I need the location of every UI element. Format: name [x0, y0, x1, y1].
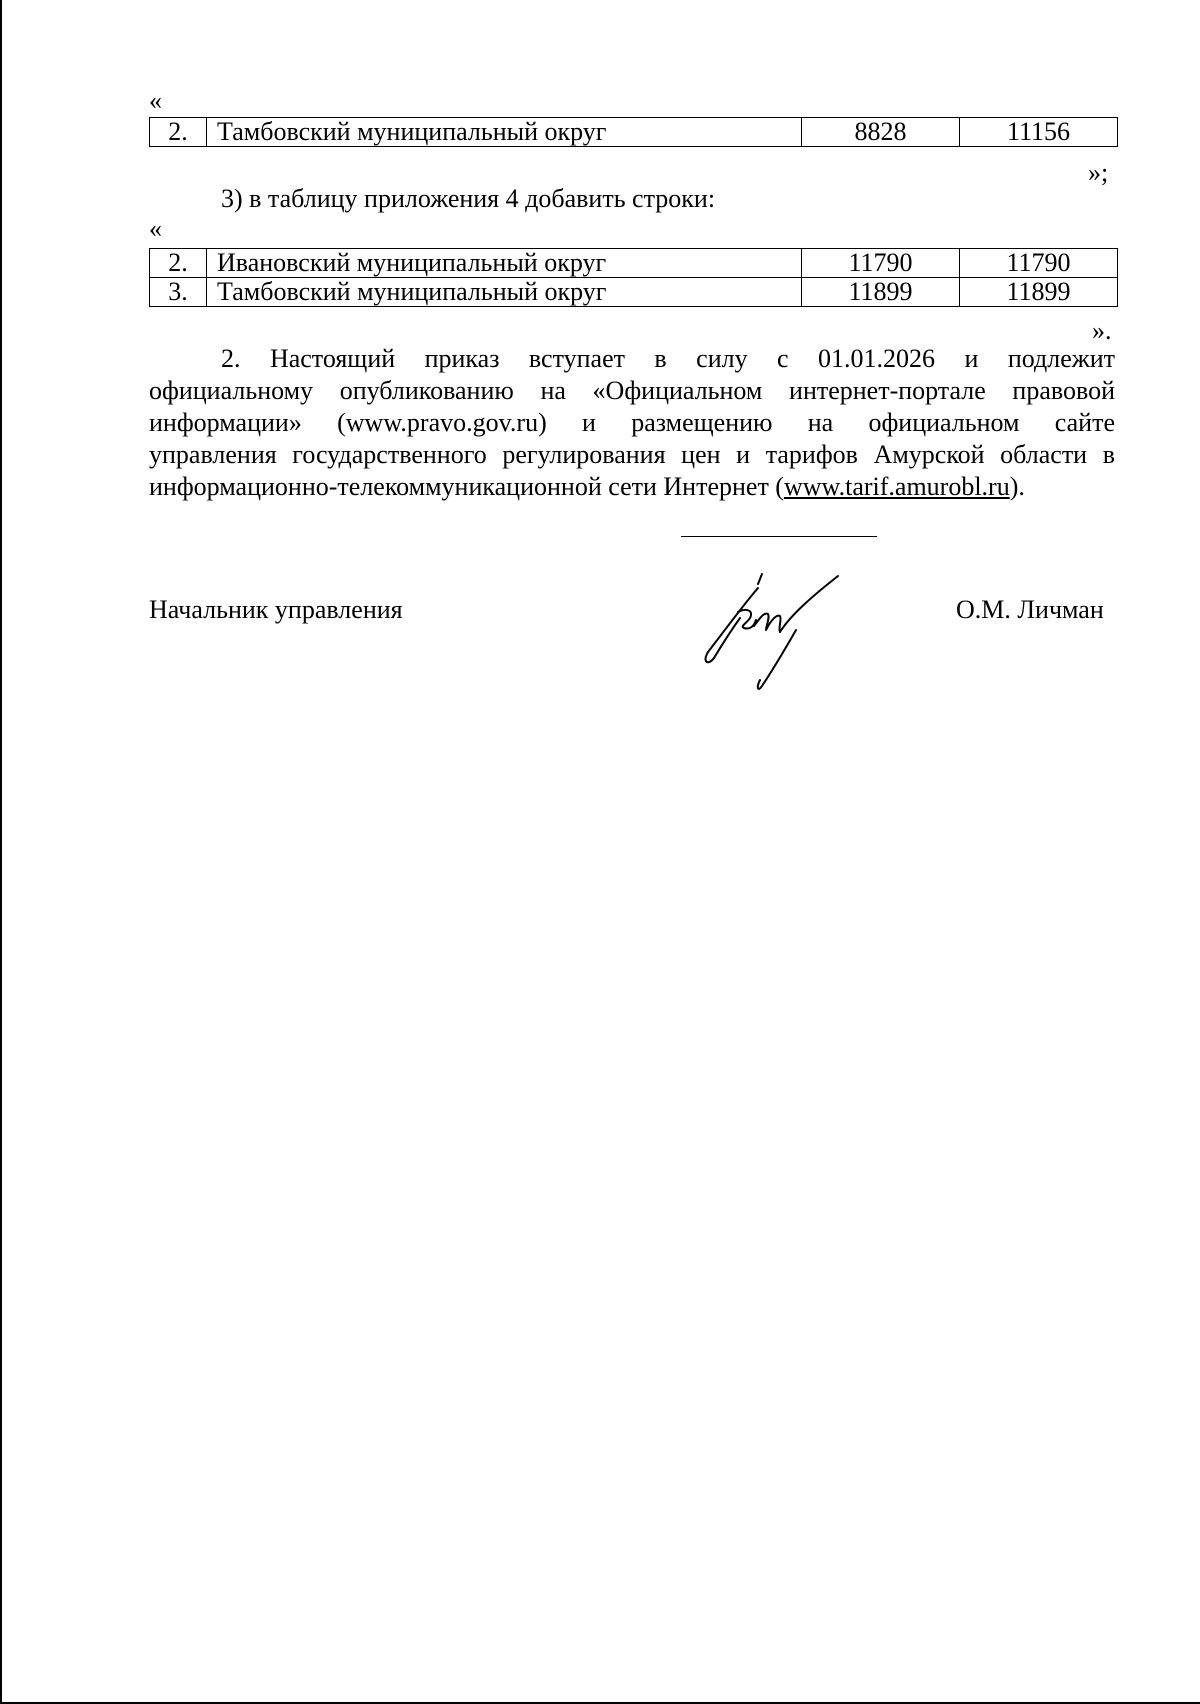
- row-number: 3.: [150, 278, 207, 307]
- tariff-website-link[interactable]: www.tarif.amurobl.ru: [783, 472, 1010, 501]
- table-appendix-4-rows: [149, 248, 1118, 307]
- row-name: Тамбовский муниципальный округ: [207, 118, 802, 147]
- table-appendix-3-rows: [149, 117, 1118, 147]
- row-value-2: 11156: [960, 118, 1118, 147]
- row-value-2: 11790: [960, 249, 1118, 278]
- item-3-text: 3) в таблицу приложения 4 добавить строки:: [221, 184, 716, 213]
- separator-line: [681, 536, 877, 537]
- table-row: [150, 278, 1118, 307]
- paragraph-line: информации» (www.pravo.gov.ru) и размещению на официальном сайте: [149, 408, 1115, 437]
- quote-close-1: »;: [1088, 158, 1109, 187]
- paragraph-text: информационно-телекоммуникационной сети Интернет (: [149, 472, 784, 501]
- quote-close-2: ».: [1092, 316, 1112, 345]
- table-row: [150, 249, 1118, 278]
- scan-edge-left: [0, 0, 2, 1704]
- row-number: 2.: [150, 118, 207, 147]
- paragraph-line-last: [149, 471, 1115, 503]
- paragraph-line: управления государственного регулирования цен и тарифов Амурской области в: [149, 440, 1115, 469]
- row-value-1: 11790: [802, 249, 960, 278]
- signatory-name: О.М. Личман: [956, 595, 1104, 624]
- row-value-1: 8828: [802, 118, 960, 147]
- row-value-1: 11899: [802, 278, 960, 307]
- quote-open-1: «: [149, 86, 162, 115]
- paragraph-2: [149, 343, 1115, 503]
- handwritten-signature: [700, 570, 860, 690]
- signatory-position: Начальник управления: [149, 595, 403, 624]
- paragraph-line: официальному опубликованию на «Официальном интернет-портале правовой: [149, 376, 1115, 405]
- table-row: [150, 118, 1118, 147]
- row-name: Тамбовский муниципальный округ: [207, 278, 802, 307]
- paragraph-text: ).: [1009, 472, 1025, 501]
- paragraph-line: 2. Настоящий приказ вступает в силу с 01.01.2026 и подлежит: [221, 344, 1115, 373]
- row-number: 2.: [150, 249, 207, 278]
- quote-open-2: «: [149, 214, 162, 243]
- row-name: Ивановский муниципальный округ: [207, 249, 802, 278]
- row-value-2: 11899: [960, 278, 1118, 307]
